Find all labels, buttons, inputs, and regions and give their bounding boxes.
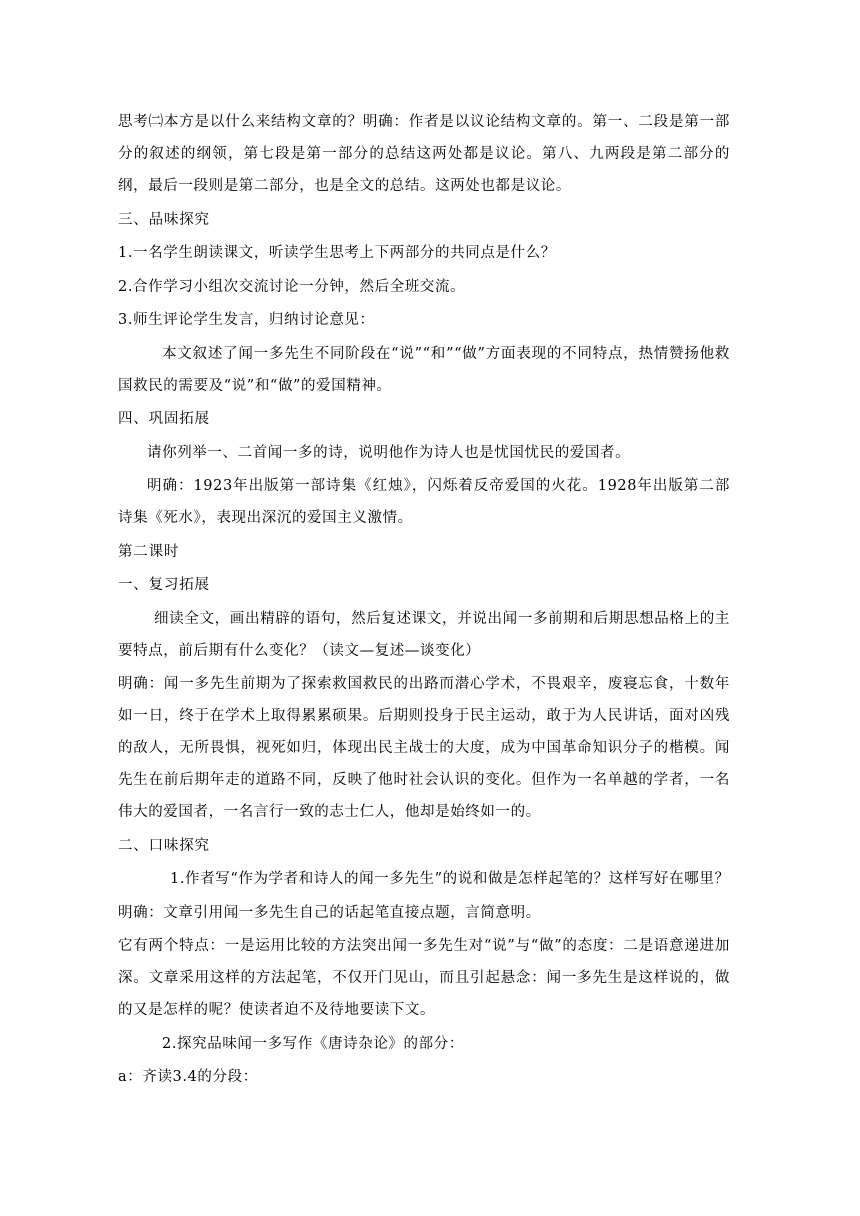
paragraph-poem-task: 请你列举一、二首闻一多的诗，说明他作为诗人也是忧国忧民的爱国者。 [147, 444, 631, 461]
paragraph-poem-answer: 明确：1923年出版第一部诗集《红烛》，闪烁着反帝爱国的火花。1928年出版第二部诗集《死水》，表现出深沉的爱国主义激情。 [118, 478, 730, 526]
question-1-opening: 1.作者写“作为学者和诗人的闻一多先生”的说和做是怎样起笔的？这样写好在哪里？ [170, 871, 730, 887]
lesson-two-title: 第二课时 [118, 543, 180, 560]
section-heading-taste-explore: 三、品味探究 [118, 211, 210, 228]
question-2-tang-poetry: 2.探究品味闻一多写作《唐诗杂论》的部分： [162, 1035, 464, 1052]
paragraph-summary: 本文叙述了闻一多先生不同阶段在“说”“和”“做”方面表现的不同特点，热情赞扬他救国救民的需要及“说”和“做”的爱国精神。 [118, 345, 730, 394]
paragraph-reading-answer: 明确：闻一多先生前期为了探索救国救民的出路而潜心学术，不畏艰辛，废寝忘食，十数年如一日，终于在学术上取得累累硕果。后期则投身于民主运动，敢于为人民讲话，面对凶残的敌人，无所畏惧，视死如归，体现出民主战士的大度，成为中国革命知识分子的楷模。闻先生在前后期年走的道路不同，反映了他时社会认识的变化。但作为一名单越的学者，一名伟大的爱国者，一名言行一致的志士仁人，他却是始终如一的。 [118, 676, 730, 820]
step-2-group-discussion: 2.合作学习小组次交流讨论一分钟，然后全班交流。 [118, 278, 466, 295]
section-heading-consolidate: 四、巩固拓展 [118, 411, 210, 427]
step-1-read-aloud: 1.一名学生朗读课文，听读学生思考上下两部分的共同点是什么？ [118, 245, 556, 261]
document-body [118, 106, 730, 1095]
section-heading-taste-inquiry: 二、口味探究 [118, 837, 210, 854]
paragraph-two-features: 它有两个特点：一是运用比较的方法突出闻一多先生对“说”与“做”的态度：二是语意递进加深。文章采用这样的方法起笔，不仅开门见山，而且引起悬念：闻一多先生是这样说的，做的又是怎样的呢？使读者迫不及待地要读下文。 [118, 938, 730, 1018]
paragraph-reading-task: 细读全文，画出精辟的语句，然后复述课文，并说出闻一多前期和后期思想品格上的主要特点，前后期有什么变化？（读文—复述—谈变化） [118, 610, 730, 659]
answer-1-opening: 明确：文章引用闻一多先生自己的话起笔直接点题，言简意明。 [118, 904, 541, 921]
item-a-read-together: a：齐读3.4的分段： [118, 1069, 258, 1085]
paragraph-structure-discussion: 思考㈡本方是以什么来结构文章的？明确：作者是以议论结构文章的。第一、二段是第一部分的叙述的纲领，第七段是第一部分的总结这两处都是议论。第八、九两段是第二部分的纲，最后一段则是第二部分，也是全文的总结。这两处也都是议论。 [118, 114, 730, 194]
step-3-teacher-review: 3.师生评论学生发言，归纳讨论意见： [118, 312, 375, 328]
section-heading-review: 一、复习拓展 [118, 577, 210, 593]
